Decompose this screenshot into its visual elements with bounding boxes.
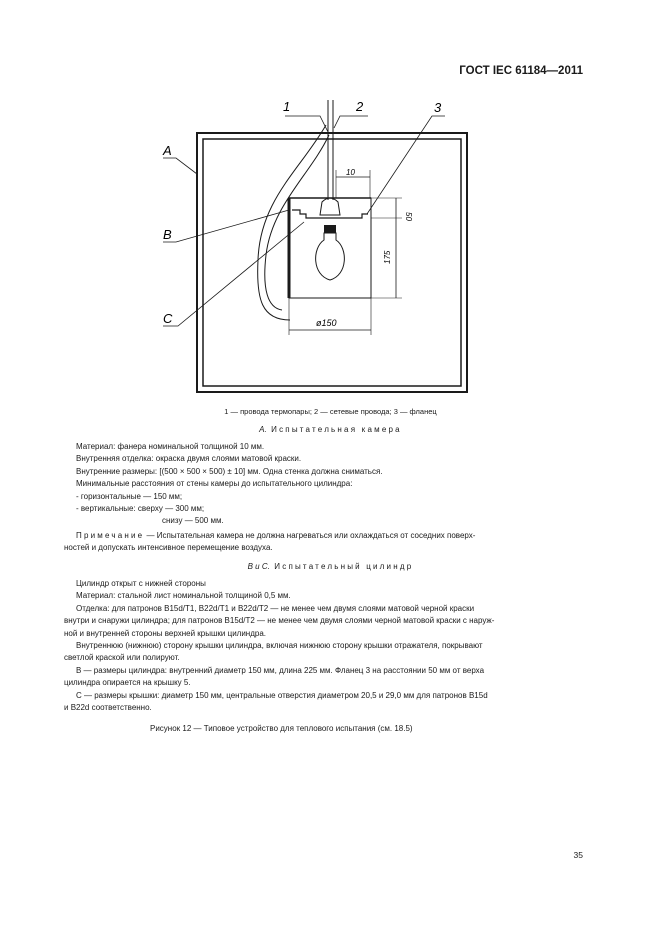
dimension-50-label: 50: [404, 212, 413, 221]
dimension-10-label: 10: [346, 168, 355, 177]
thermocouple-wire: [258, 125, 326, 320]
label-2: 2: [356, 99, 364, 114]
section-a-note: Примечание — Испытательная камера не должна нагреваться или охлаждаться от соседних поверх- ностей и допускать интенсивное перемещение воздуха.: [64, 531, 476, 553]
page-number: 35: [573, 850, 583, 860]
section-bc-title: В и С. Испытательный цилиндр: [247, 562, 414, 571]
flange: [292, 210, 368, 218]
label-A: A: [163, 143, 172, 158]
figure-legend: 1 — провода термопары; 2 — сетевые провода; 3 — фланец: [224, 407, 437, 416]
lamp-socket: [320, 198, 340, 215]
label-3: 3: [434, 100, 442, 115]
dimension-150-label: ø150: [316, 318, 337, 328]
document-standard-header: ГОСТ IEC 61184—2011: [459, 65, 583, 77]
label-1: 1: [283, 99, 291, 114]
dimension-175-label: 175: [383, 250, 392, 264]
label-B: B: [163, 227, 172, 242]
section-a-body: Материал: фанера номинальной толщиной 10 мм. Внутренняя отделка: окраска двумя слоями матовой краски. Внутренние размеры: [(500 × 500 × 500) ± 10] мм. Одна стенка должна сниматься. Минимальные расстояния от стены камеры до испытательного цилиндра: - горизонтальные — 150 мм; - вертикальные: сверху — 300 мм; снизу — 500 мм.: [76, 442, 383, 526]
test-chamber-drawing: [0, 0, 661, 410]
figure-caption: Рисунок 12 — Типовое устройство для теплового испытания (см. 18.5): [150, 724, 413, 733]
lamp-bulb: [316, 233, 345, 280]
label-C: C: [163, 311, 173, 326]
section-a-title: А. Испытательная камера: [259, 425, 402, 434]
section-bc-body: Цилиндр открыт с нижней стороны Материал: стальной лист номинальной толщиной 0,5 мм. Отделка: для патронов B15d/T1, B22d/T1 и B22d/T2 — не менее чем двумя слоями матовой черной краски внутри и снаружи цилиндра; для патронов B15d/T2 — не менее чем двумя слоями черной матовой краски с наруж- ной и внутренней стороны верхней крышки цилиндра. Внутреннюю (нижнюю) сторону крышки цилиндра, включая нижнюю сторону крышки отражателя, покрывают светлой краской или полируют. В — размеры цилиндра: внутренний диаметр 150 мм, длина 225 мм. Фланец 3 на расстоянии 50 мм от верха цилиндра опирается на крышку 5. С — размеры крышки: диаметр 150 мм, центральные отверстия диаметром 20,5 и 29,0 мм для патронов B15d и B22d соответственно.: [64, 579, 495, 713]
